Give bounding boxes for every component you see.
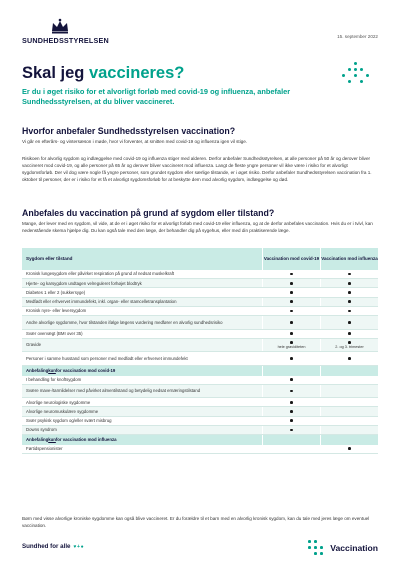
row-label: Diabetes 1 eller 2 (sukkersyge) — [26, 289, 86, 295]
eligibility-table — [22, 248, 378, 454]
section-suffix: for vaccination mod covid-19 — [55, 368, 116, 374]
section-emphasis: kun — [48, 368, 56, 374]
table-row — [22, 307, 378, 316]
row-label: Alvorlige neurologiske sygdomme — [26, 399, 91, 405]
check-dot-icon — [290, 429, 293, 432]
crown-icon — [50, 18, 70, 34]
table-row — [22, 288, 378, 297]
table-row — [22, 279, 378, 288]
row-label: Gravide — [26, 342, 42, 348]
check-dot-icon — [290, 310, 293, 313]
check-dot-icon — [290, 300, 293, 303]
table-row — [22, 385, 378, 399]
check-dot-icon — [348, 300, 351, 303]
row-label: Alvorlige neuromuskulære sygdomme — [26, 408, 99, 414]
section1-heading: Hvorfor anbefaler Sundhedsstyrelsen vaccination? — [22, 126, 236, 136]
check-dot-icon — [348, 332, 351, 335]
check-dot-icon — [348, 447, 351, 450]
org-name: SUNDHEDSSTYRELSEN — [22, 36, 109, 45]
check-dot-icon — [348, 273, 351, 276]
row-label: Andre alvorlige sygdomme, hvor tilstanden ifølge lægens vurdering medfører en alvorlig sundhedsrisiko — [26, 319, 223, 325]
publish-date: 15. september 2022 — [337, 34, 378, 39]
section-prefix: Anbefaling — [26, 368, 49, 374]
gravide-covid-note: hele graviditeten — [277, 344, 306, 349]
col-header-condition: Sygdom eller tilstand — [26, 256, 73, 262]
row-label: Hjerte- og karsygdom undtagen velreguleret forhøjet blodtryk — [26, 280, 142, 286]
section2-heading: Anbefales du vaccination på grund af sygdom eller tilstand? — [22, 208, 275, 218]
check-dot-icon — [290, 341, 293, 344]
check-dot-icon — [290, 321, 293, 324]
intro-text: Er du i øget risiko for et alvorligt forløb med covid-19 og influenza, anbefaler Sundhedsstyrelsen, at du bliver vaccineret. — [22, 87, 291, 106]
table-row — [22, 398, 378, 407]
table-row — [22, 339, 378, 353]
footer-slogan — [22, 543, 84, 550]
table-row — [22, 407, 378, 416]
title-highlight: vaccineres? — [88, 64, 185, 82]
col-header-flu: Vaccination mod influenza — [320, 248, 378, 270]
section1-para2: Risikoen for alvorlig sygdom og indlæggelse med covid-19 og influenza stiger med alderen. Derfor anbefaler Sundhedsstyrelsen, at alle personer på 50 år og derover bliver vaccineret mod covid-19, og alle personer på 65 år og derover bliver vaccineret mod influenza. Langt de fleste yngre personer vil ikke være i risiko for et alvorligt sygdomsforløb. Der vil dog være nogle få yngre personer, som grundet sygdom eller særlige tilstande, er i øget risiko. Derfor anbefaler Sundhedsstyrelsen vaccination fra 1. oktober til personer, der er i risiko for et få et alvorligt sygdomsforløb for at beskytte dem mod alvorlig sygdom, indlæggelse og død. — [22, 156, 372, 182]
check-dot-icon — [290, 291, 293, 294]
check-dot-icon — [290, 390, 293, 393]
check-dot-icon — [290, 401, 293, 404]
check-dot-icon — [348, 282, 351, 285]
row-label: Svær overvægt (BMI over 35) — [26, 330, 83, 336]
table-row — [22, 330, 378, 339]
table-row — [22, 417, 378, 426]
dots-decoration-icon — [342, 62, 370, 86]
section-emphasis: kun — [48, 437, 56, 443]
section-prefix: Anbefaling — [26, 437, 49, 443]
table-row — [22, 270, 378, 279]
check-dot-icon — [290, 410, 293, 413]
title-prefix: Skal jeg — [22, 64, 89, 82]
check-dot-icon — [348, 321, 351, 324]
row-label: Medfødt eller erhvervet immundefekt, inkl. organ- eller stamcelletransplantation — [26, 298, 177, 304]
row-label: Kronisk lungesygdom eller påvirket respiration på grund af nedsat muskelkraft — [26, 271, 175, 277]
table-header — [22, 248, 378, 270]
heart-plus-icon: ♥+● — [73, 543, 85, 550]
org-logo — [22, 18, 109, 45]
check-dot-icon — [290, 419, 293, 422]
table-row — [22, 316, 378, 330]
check-dot-icon — [348, 341, 351, 344]
table-section-flu-only — [22, 435, 378, 445]
check-dot-icon — [290, 273, 293, 276]
check-dot-icon — [290, 332, 293, 335]
closing-text: Børn med visse alvorlige kroniske sygdomme kan også blive vaccineret. Er du forældre til et barn med en alvorlig kronisk sygdom, kan du tale med jeres læge om eventuel vaccination. — [22, 516, 370, 528]
col-header-covid: Vaccination mod covid-19 — [262, 248, 320, 270]
table-row — [22, 298, 378, 307]
slogan-text: Sundhed for alle — [22, 543, 71, 550]
vaccination-dots-icon — [306, 538, 326, 558]
page-title — [22, 64, 184, 83]
campaign-label: Vaccination — [330, 543, 378, 553]
row-label: Downs syndrom — [26, 427, 57, 433]
row-label: I behandling for knoftsygdom — [26, 376, 82, 382]
section1-para1: Vi går en efterårs- og vintersæson i møde, hvor vi forventer, at smitten med covid-19 og influenza igen vil stige. — [22, 139, 248, 144]
footer-campaign — [306, 538, 378, 558]
check-dot-icon — [290, 282, 293, 285]
check-dot-icon — [348, 357, 351, 360]
check-dot-icon — [348, 291, 351, 294]
row-label: Personer i samme husstand som personer med medfødt eller erhvervet immundefekt — [26, 355, 188, 361]
row-label: Kronisk nyre- eller leversygdom — [26, 308, 87, 314]
section2-para: Mange, der lever med en sygdom, vil vide, at de er i øget risiko for et alvorligt forløb med covid-19 eller influenza, og at de derfor anbefales vaccination. Hvis du er i tvivl, kan nedenstående skema hjælpe dig. Du kan også tale med den læge, der behandler dig på sygehus, eller med din praktiserende læge. — [22, 221, 373, 233]
table-row — [22, 376, 378, 385]
row-label: Førtidspensionister — [26, 446, 63, 452]
check-dot-icon — [290, 378, 293, 381]
table-row — [22, 426, 378, 435]
table-section-covid-only — [22, 366, 378, 376]
section-suffix: for vaccination mod influenza — [55, 437, 117, 443]
table-row — [22, 352, 378, 366]
row-label: Svære mave-/tarmlidelser med påvirket almentilstand og betydelig nedsat ernæringstilstand — [26, 388, 201, 394]
table-row — [22, 445, 378, 454]
check-dot-icon — [348, 310, 351, 313]
row-label: Svær psykisk sygdom og/eller svært misbrug — [26, 418, 112, 424]
gravide-flu-note: 2. og 3. trimester — [335, 344, 364, 349]
check-dot-icon — [290, 357, 293, 360]
